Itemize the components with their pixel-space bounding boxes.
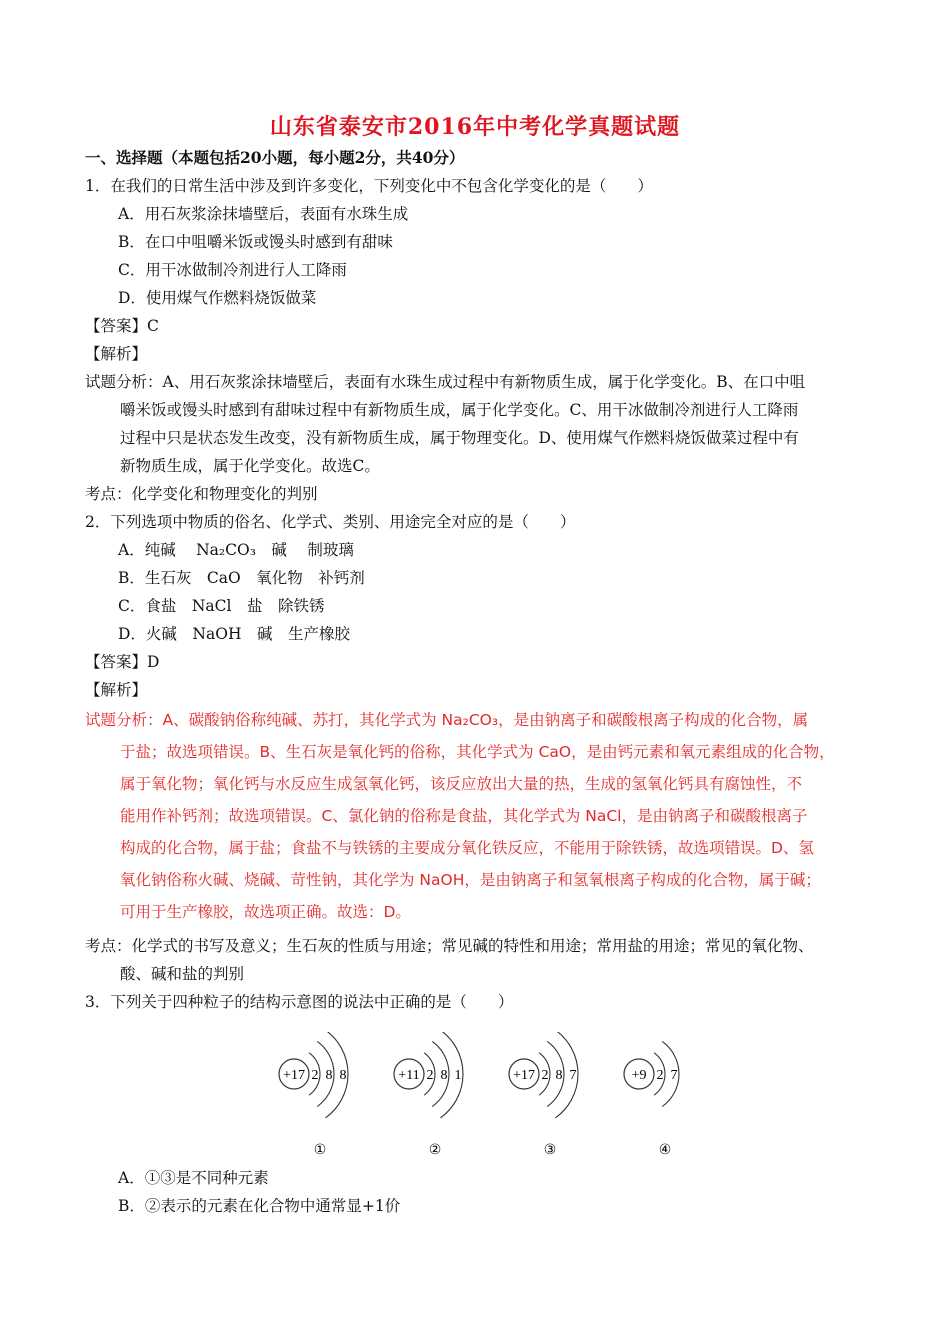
atomic-structure-diagrams bbox=[270, 1032, 690, 1162]
diagram-label: ② bbox=[428, 1142, 442, 1158]
page-title: 山东省泰安市2016年中考化学真题试题 bbox=[269, 114, 681, 140]
diagram-label: ① bbox=[313, 1142, 327, 1158]
electron-count: 1 bbox=[454, 1068, 462, 1083]
q1-analysis-line: 嚼米饭或馒头时感到有甜味过程中有新物质生成，属于化学变化。C、用干冰做制冷剂进行人工降雨 bbox=[120, 401, 799, 419]
q2-analysis-line: 于盐；故选项错误。B、生石灰是氧化钙的俗称，其化学式为 CaO，是由钙元素和氧元素组成的化合物， bbox=[120, 743, 835, 761]
atom-diagram bbox=[279, 1032, 348, 1158]
q2-answer: 【答案】D bbox=[85, 653, 160, 671]
q1-option-c: C．用干冰做制冷剂进行人工降雨 bbox=[118, 261, 347, 279]
diagram-label: ④ bbox=[658, 1142, 672, 1158]
q2-option-d: D．火碱 NaOH 碱 生产橡胶 bbox=[118, 625, 350, 643]
electron-count: 2 bbox=[541, 1068, 549, 1083]
nucleus-charge: +9 bbox=[631, 1068, 647, 1083]
atom-diagram bbox=[509, 1032, 578, 1158]
diagram-label: ③ bbox=[543, 1142, 557, 1158]
nucleus-charge: +17 bbox=[283, 1068, 305, 1083]
electron-count: 8 bbox=[555, 1068, 563, 1083]
q2-option-a: A．纯碱 Na₂CO₃ 碱 制玻璃 bbox=[118, 541, 354, 559]
q2-point: 考点：化学式的书写及意义；生石灰的性质与用途；常见碱的特性和用途；常用盐的用途；常见的氧化物、 bbox=[85, 937, 814, 955]
electron-count: 8 bbox=[440, 1068, 448, 1083]
q2-analysis-line: 可用于生产橡胶，故选项正确。故选：D。 bbox=[120, 903, 411, 921]
q1-option-d: D．使用煤气作燃料烧饭做菜 bbox=[118, 289, 317, 307]
q3-option-a: A．①③是不同种元素 bbox=[118, 1169, 269, 1187]
electron-count: 8 bbox=[325, 1068, 333, 1083]
q2-option-b: B．生石灰 CaO 氧化物 补钙剂 bbox=[118, 569, 365, 587]
q2-point: 酸、碱和盐的判别 bbox=[120, 965, 245, 983]
q3-option-b: B．②表示的元素在化合物中通常显+1价 bbox=[118, 1197, 401, 1215]
section-heading: 一、选择题（本题包括20小题，每小题2分，共40分） bbox=[85, 148, 465, 167]
question-3-stem: 3．下列关于四种粒子的结构示意图的说法中正确的是（ ） bbox=[85, 993, 514, 1011]
question-2-stem: 2．下列选项中物质的俗名、化学式、类别、用途完全对应的是（ ） bbox=[85, 513, 576, 531]
q2-analysis-line: 属于氧化物；氧化钙与水反应生成氢氧化钙，该反应放出大量的热，生成的氢氧化钙具有腐蚀性，不 bbox=[120, 775, 803, 793]
atom-diagram bbox=[394, 1032, 463, 1158]
atom-diagram bbox=[624, 1041, 679, 1158]
q1-analysis-line: 过程中只是状态发生改变，没有新物质生成，属于物理变化。D、使用煤气作燃料烧饭做菜过程中有 bbox=[120, 429, 799, 447]
electron-count: 2 bbox=[426, 1068, 434, 1083]
electron-count: 7 bbox=[670, 1068, 678, 1083]
q2-option-c: C．食盐 NaCl 盐 除铁锈 bbox=[118, 597, 325, 615]
q1-point: 考点：化学变化和物理变化的判别 bbox=[85, 485, 318, 503]
q2-analysis-line: 氧化钠俗称火碱、烧碱、苛性钠，其化学为 NaOH，是由钠离子和氢氧根离子构成的化合物，属于碱； bbox=[120, 871, 821, 889]
q1-analysis-line: 试题分析：A、用石灰浆涂抹墙壁后，表面有水珠生成过程中有新物质生成，属于化学变化。B、在口中咀 bbox=[85, 373, 806, 391]
q1-option-a: A．用石灰浆涂抹墙壁后，表面有水珠生成 bbox=[118, 205, 409, 223]
electron-count: 8 bbox=[339, 1068, 347, 1083]
q1-analysis-line: 新物质生成，属于化学变化。故选C。 bbox=[120, 457, 380, 475]
q1-answer: 【答案】C bbox=[85, 317, 159, 335]
q2-analysis-label: 【解析】 bbox=[85, 681, 148, 699]
nucleus-charge: +17 bbox=[513, 1068, 535, 1083]
q2-analysis-line: 构成的化合物，属于盐；食盐不与铁锈的主要成分氧化铁反应，不能用于除铁锈，故选项错误。D、氢 bbox=[120, 839, 814, 857]
electron-count: 2 bbox=[656, 1068, 664, 1083]
q1-option-b: B．在口中咀嚼米饭或馒头时感到有甜味 bbox=[118, 233, 393, 251]
nucleus-charge: +11 bbox=[398, 1068, 420, 1083]
electron-count: 7 bbox=[569, 1068, 577, 1083]
electron-count: 2 bbox=[311, 1068, 319, 1083]
q1-analysis-label: 【解析】 bbox=[85, 345, 148, 363]
q2-analysis-line: 试题分析：A、碳酸钠俗称纯碱、苏打，其化学式为 Na₂CO₃，是由钠离子和碳酸根离子构成的化合物，属 bbox=[85, 711, 809, 729]
question-1-stem: 1．在我们的日常生活中涉及到许多变化，下列变化中不包含化学变化的是（ ） bbox=[85, 177, 653, 195]
q2-analysis-line: 能用作补钙剂；故选项错误。C、氯化钠的俗称是食盐，其化学式为 NaCl，是由钠离子和碳酸根离子 bbox=[120, 807, 808, 825]
